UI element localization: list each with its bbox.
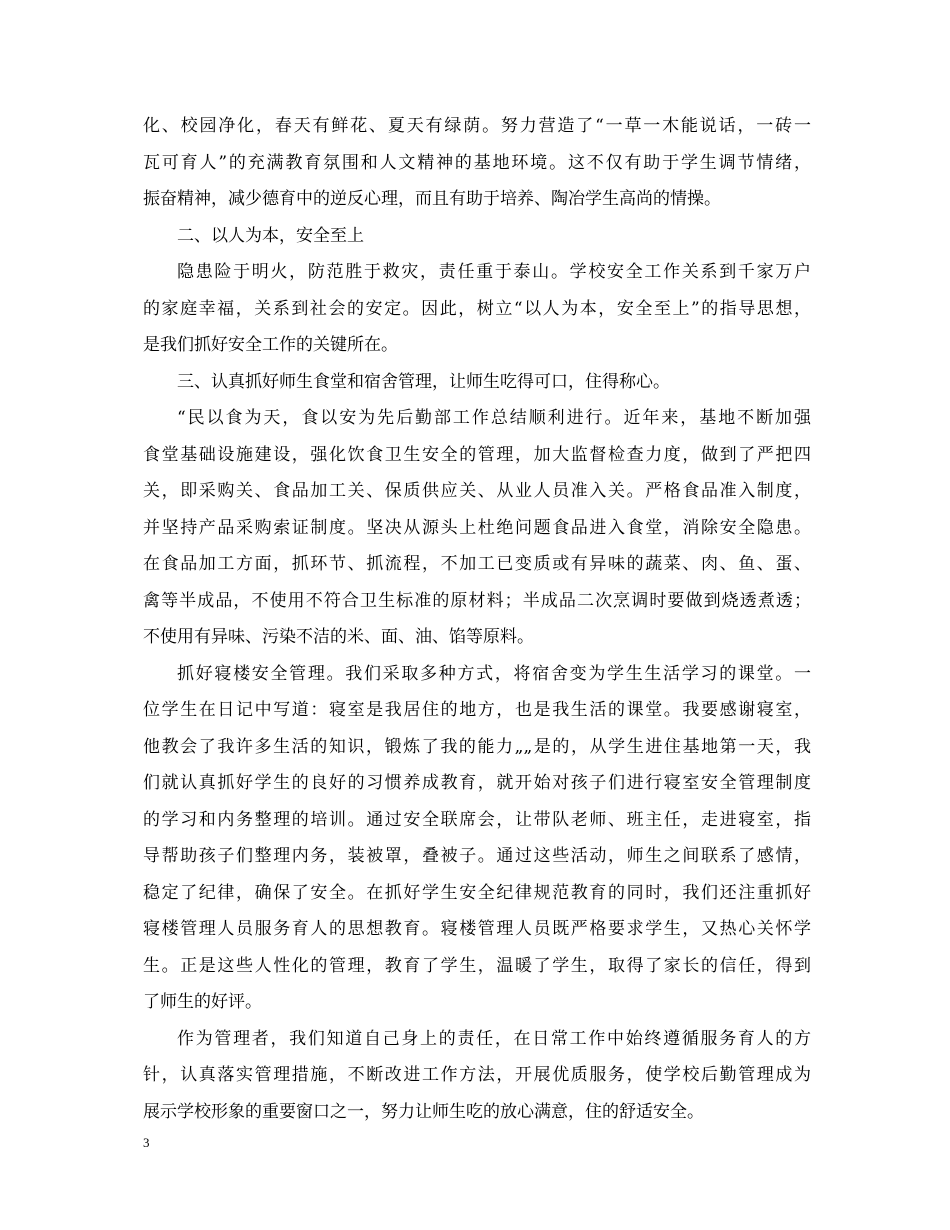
- body-line: 关，即采购关、食品加工关、保质供应关、从业人员准入关。严格食品准入制度，: [143, 481, 811, 501]
- body-line: 作为管理者，我们知道自己身上的责任，在日常工作中始终遵循服务育人的方: [177, 1028, 811, 1049]
- section-heading: 二、以人为本，安全至上: [177, 225, 364, 246]
- section-heading: 三、认真抓好师生食堂和宿舍管理，让师生吃得可口，住得称心。: [177, 371, 670, 392]
- body-line: 禽等半成品，不使用不符合卫生标准的原材料；半成品二次烹调时要做到烧透煮透；: [143, 590, 811, 611]
- body-line: 隐患险于明火，防范胜于救灾，责任重于泰山。学校安全工作关系到千家万户: [177, 262, 811, 282]
- body-line: 瓦可育人”的充满教育氛围和人文精神的基地环境。这不仅有助于学生调节情绪，: [143, 152, 811, 173]
- body-line: 寝楼管理人员服务育人的思想教育。寝楼管理人员既严格要求学生，又热心关怀学: [143, 919, 811, 939]
- body-line: 他教会了我许多生活的知识，锻炼了我的能力„„是的，从学生进住基地第一天，我: [143, 736, 811, 757]
- body-line: 针，认真落实管理措施，不断改进工作方法，开展优质服务，使学校后勤管理成为: [143, 1065, 811, 1085]
- page-number: 3: [143, 1135, 150, 1150]
- body-line: 生。正是这些人性化的管理，教育了学生，温暖了学生，取得了家长的信任，得到: [143, 955, 811, 976]
- body-line: 展示学校形象的重要窗口之一，努力让师生吃的放心满意，住的舒适安全。: [143, 1101, 704, 1122]
- body-line: 不使用有异味、污染不洁的米、面、油、馅等原料。: [143, 627, 534, 647]
- body-line: 并坚持产品采购索证制度。坚决从源头上杜绝问题食品进入食堂，消除安全隐患。: [143, 517, 811, 538]
- body-line: 了师生的好评。: [143, 992, 262, 1012]
- body-line: 在食品加工方面，抓环节、抓流程，不加工已变质或有异味的蔬菜、肉、鱼、蛋、: [143, 554, 811, 574]
- body-line: 导帮助孩子们整理内务，装被罩，叠被子。通过这些活动，师生之间联系了感情，: [143, 846, 811, 866]
- body-line: 是我们抓好安全工作的关键所在。: [143, 335, 398, 355]
- body-line: “民以食为天，食以安为先后勤部工作总结顺利进行。近年来，基地不断加强: [177, 408, 811, 428]
- body-line: 的家庭幸福，关系到社会的安定。因此，树立“以人为本，安全至上”的指导思想，: [143, 298, 811, 319]
- body-line: 位学生在日记中写道：寝室是我居住的地方，也是我生活的课堂。我要感谢寝室，: [143, 700, 811, 720]
- document-body: [143, 108, 811, 1130]
- body-line: 们就认真抓好学生的良好的习惯养成教育，就开始对孩子们进行寝室安全管理制度: [143, 773, 811, 793]
- body-line: 的学习和内务整理的培训。通过安全联席会，让带队老师、班主任，走进寝室，指: [143, 809, 811, 830]
- body-line: 化、校园净化，春天有鲜花、夏天有绿荫。努力营造了“一草一木能说话，一砖一: [143, 116, 811, 136]
- body-line: 抓好寝楼安全管理。我们采取多种方式，将宿舍变为学生生活学习的课堂。一: [177, 663, 811, 684]
- body-line: 食堂基础设施建设，强化饮食卫生安全的管理，加大监督检查力度，做到了严把四: [143, 444, 811, 465]
- body-line: 稳定了纪律，确保了安全。在抓好学生安全纪律规范教育的同时，我们还注重抓好: [143, 882, 811, 903]
- body-line: 振奋精神，减少德育中的逆反心理，而且有助于培养、陶冶学生高尚的情操。: [143, 189, 721, 209]
